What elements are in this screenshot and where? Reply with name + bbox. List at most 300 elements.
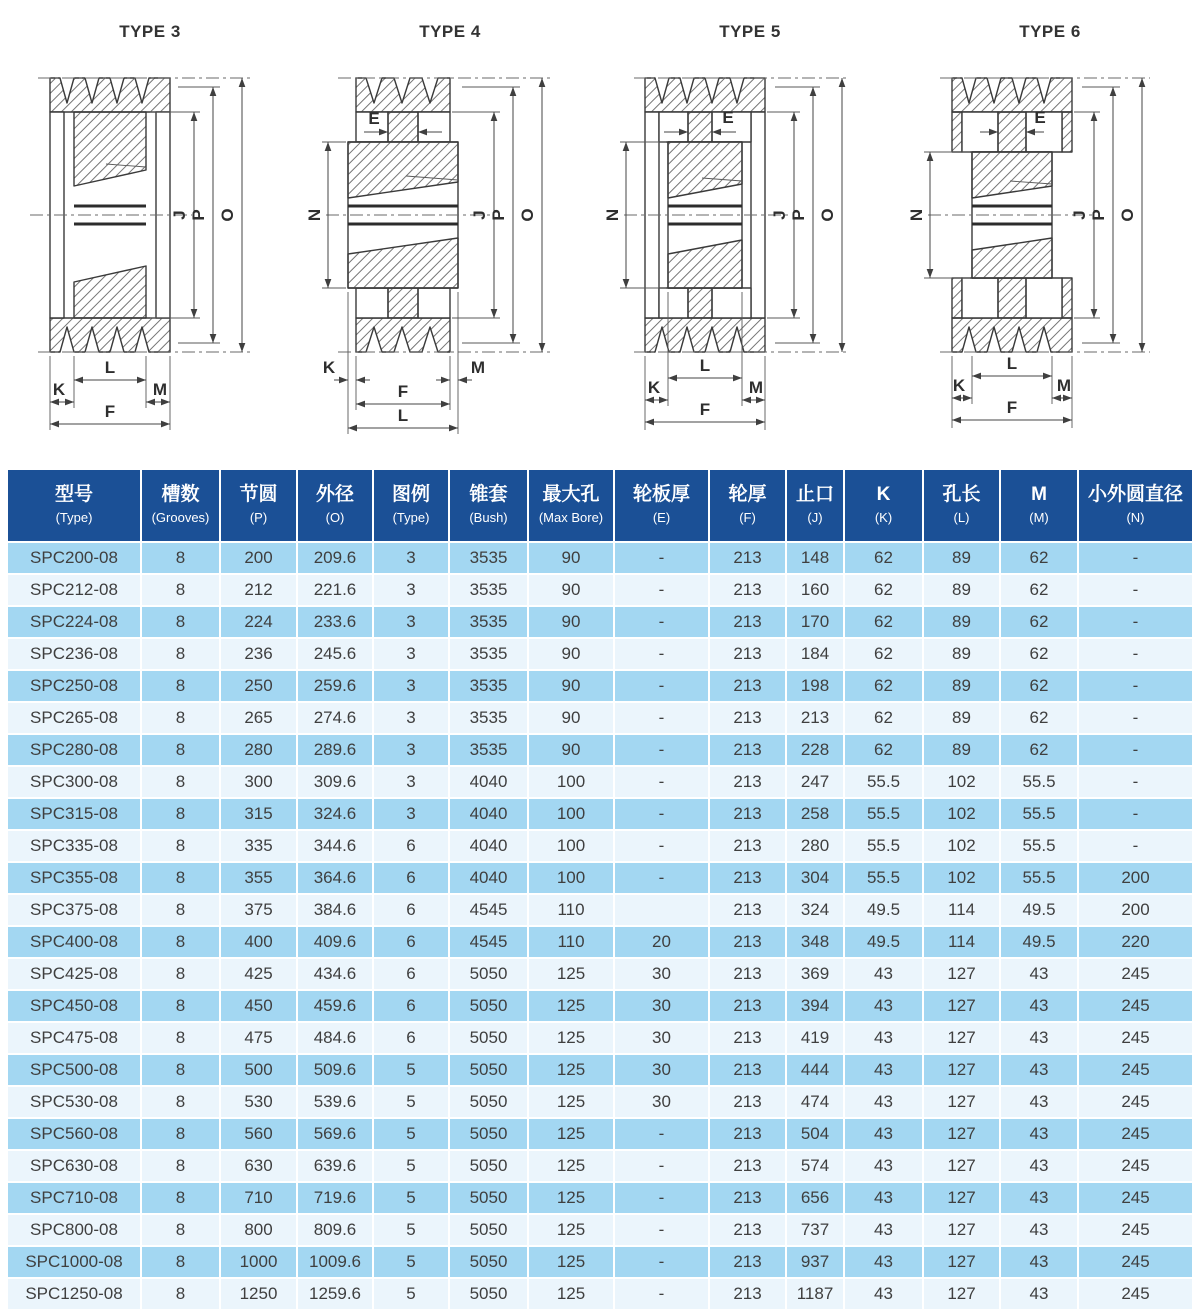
value-cell: 800: [221, 1215, 298, 1247]
column-header-zh: 轮板厚: [632, 484, 690, 505]
column-header-zh: 外径: [315, 484, 354, 505]
value-cell: 213: [710, 1119, 787, 1151]
value-cell: 213: [710, 927, 787, 959]
value-cell: 213: [710, 831, 787, 863]
value-cell: 213: [710, 607, 787, 639]
table-row: [8, 671, 1192, 703]
value-cell: 213: [710, 735, 787, 767]
column-header-zh: 轮厚: [728, 484, 767, 505]
value-cell: 43: [1001, 959, 1079, 991]
model-cell: SPC475-08: [8, 1023, 142, 1055]
value-cell: 719.6: [298, 1183, 374, 1215]
value-cell: 100: [529, 767, 615, 799]
column-header-zh: 图例: [391, 484, 430, 505]
table-row: [8, 959, 1192, 991]
value-cell: 127: [924, 1023, 1001, 1055]
value-cell: 459.6: [298, 991, 374, 1023]
dim-label-l: L: [1006, 354, 1018, 373]
diagram-title: TYPE 6: [1019, 22, 1081, 41]
diagram-title: TYPE 3: [119, 22, 181, 41]
value-cell: 280: [221, 735, 298, 767]
value-cell: 102: [924, 799, 1001, 831]
value-cell: 62: [845, 671, 924, 703]
value-cell: 43: [845, 1247, 924, 1279]
table-row: [8, 543, 1192, 575]
value-cell: 89: [924, 607, 1001, 639]
value-cell: -: [615, 863, 710, 895]
value-cell: 245: [1079, 959, 1192, 991]
value-cell: 148: [787, 543, 845, 575]
value-cell: 8: [142, 1087, 221, 1119]
value-cell: 127: [924, 1087, 1001, 1119]
value-cell: 335: [221, 831, 298, 863]
value-cell: 369: [787, 959, 845, 991]
column-header-en: (P): [249, 510, 268, 525]
table-row: [8, 863, 1192, 895]
value-cell: 324.6: [298, 799, 374, 831]
value-cell: 5: [374, 1183, 450, 1215]
dim-label-l: L: [104, 358, 116, 377]
value-cell: 213: [710, 991, 787, 1023]
dim-label-k: K: [952, 376, 966, 395]
value-cell: -: [1079, 575, 1192, 607]
value-cell: 245: [1079, 1279, 1192, 1311]
value-cell: 8: [142, 1247, 221, 1279]
value-cell: 245: [1079, 991, 1192, 1023]
dim-label-e: E: [1034, 108, 1046, 127]
value-cell: 127: [924, 1183, 1001, 1215]
model-cell: SPC800-08: [8, 1215, 142, 1247]
value-cell: 213: [710, 1023, 787, 1055]
value-cell: 127: [924, 1247, 1001, 1279]
value-cell: 125: [529, 1055, 615, 1087]
dim-label-p: P: [1089, 209, 1108, 221]
value-cell: 90: [529, 639, 615, 671]
value-cell: 6: [374, 991, 450, 1023]
value-cell: 62: [845, 735, 924, 767]
value-cell: 500: [221, 1055, 298, 1087]
value-cell: 213: [710, 1055, 787, 1087]
model-cell: SPC630-08: [8, 1151, 142, 1183]
value-cell: 43: [1001, 1279, 1079, 1311]
column-header-zh: M: [1031, 484, 1047, 505]
value-cell: 3: [374, 671, 450, 703]
value-cell: -: [615, 1183, 710, 1215]
value-cell: 55.5: [1001, 767, 1079, 799]
value-cell: 43: [1001, 1023, 1079, 1055]
value-cell: 62: [1001, 607, 1079, 639]
value-cell: 394: [787, 991, 845, 1023]
model-cell: SPC300-08: [8, 767, 142, 799]
value-cell: 5050: [450, 959, 529, 991]
model-cell: SPC1000-08: [8, 1247, 142, 1279]
value-cell: 89: [924, 671, 1001, 703]
value-cell: 344.6: [298, 831, 374, 863]
value-cell: 90: [529, 607, 615, 639]
table-body: [8, 543, 1192, 1311]
value-cell: 114: [924, 895, 1001, 927]
value-cell: 569.6: [298, 1119, 374, 1151]
value-cell: 30: [615, 1055, 710, 1087]
value-cell: 228: [787, 735, 845, 767]
column-header-zh: 节圆: [239, 484, 278, 505]
value-cell: -: [1079, 639, 1192, 671]
value-cell: 200: [221, 543, 298, 575]
table-row: [8, 639, 1192, 671]
value-cell: 125: [529, 1279, 615, 1311]
column-header: [450, 470, 529, 543]
value-cell: 530: [221, 1087, 298, 1119]
value-cell: 30: [615, 959, 710, 991]
model-cell: SPC335-08: [8, 831, 142, 863]
value-cell: 125: [529, 1087, 615, 1119]
value-cell: 62: [1001, 575, 1079, 607]
value-cell: 127: [924, 1279, 1001, 1311]
model-cell: SPC530-08: [8, 1087, 142, 1119]
value-cell: 114: [924, 927, 1001, 959]
model-cell: SPC400-08: [8, 927, 142, 959]
value-cell: 62: [845, 575, 924, 607]
value-cell: -: [1079, 831, 1192, 863]
value-cell: 5050: [450, 1087, 529, 1119]
value-cell: -: [615, 1119, 710, 1151]
table-row: [8, 1023, 1192, 1055]
value-cell: 809.6: [298, 1215, 374, 1247]
dim-label-o: O: [1118, 208, 1137, 222]
dim-label-n: N: [907, 208, 926, 222]
column-header: [374, 470, 450, 543]
value-cell: 213: [710, 671, 787, 703]
value-cell: 434.6: [298, 959, 374, 991]
value-cell: 30: [615, 1023, 710, 1055]
value-cell: 213: [710, 895, 787, 927]
value-cell: 737: [787, 1215, 845, 1247]
model-cell: SPC200-08: [8, 543, 142, 575]
value-cell: 160: [787, 575, 845, 607]
value-cell: 125: [529, 1023, 615, 1055]
value-cell: 400: [221, 927, 298, 959]
model-cell: SPC355-08: [8, 863, 142, 895]
value-cell: 5050: [450, 1023, 529, 1055]
value-cell: 574: [787, 1151, 845, 1183]
value-cell: -: [615, 1151, 710, 1183]
value-cell: 125: [529, 991, 615, 1023]
value-cell: 200: [1079, 895, 1192, 927]
value-cell: 55.5: [845, 863, 924, 895]
value-cell: 300: [221, 767, 298, 799]
table-row: [8, 575, 1192, 607]
value-cell: 6: [374, 1023, 450, 1055]
value-cell: 90: [529, 735, 615, 767]
value-cell: 409.6: [298, 927, 374, 959]
value-cell: -: [1079, 671, 1192, 703]
value-cell: 710: [221, 1183, 298, 1215]
value-cell: 125: [529, 1119, 615, 1151]
value-cell: 200: [1079, 863, 1192, 895]
value-cell: 43: [845, 1087, 924, 1119]
value-cell: 639.6: [298, 1151, 374, 1183]
model-cell: SPC236-08: [8, 639, 142, 671]
column-header: [298, 470, 374, 543]
value-cell: 8: [142, 639, 221, 671]
value-cell: 5050: [450, 1151, 529, 1183]
value-cell: 102: [924, 831, 1001, 863]
value-cell: 8: [142, 1215, 221, 1247]
value-cell: 213: [710, 799, 787, 831]
table-header: [8, 470, 1192, 543]
value-cell: 245: [1079, 1215, 1192, 1247]
value-cell: 62: [845, 543, 924, 575]
value-cell: -: [615, 1247, 710, 1279]
value-cell: 6: [374, 863, 450, 895]
value-cell: 5050: [450, 1279, 529, 1311]
value-cell: 474: [787, 1087, 845, 1119]
model-cell: SPC315-08: [8, 799, 142, 831]
value-cell: 43: [845, 959, 924, 991]
table-row: [8, 1055, 1192, 1087]
dim-label-o: O: [518, 208, 537, 222]
value-cell: -: [1079, 543, 1192, 575]
value-cell: 539.6: [298, 1087, 374, 1119]
value-cell: -: [1079, 799, 1192, 831]
value-cell: 247: [787, 767, 845, 799]
value-cell: -: [615, 575, 710, 607]
column-header-en: (K): [874, 510, 893, 525]
value-cell: 3: [374, 639, 450, 671]
value-cell: 937: [787, 1247, 845, 1279]
value-cell: 90: [529, 703, 615, 735]
value-cell: 100: [529, 863, 615, 895]
value-cell: 125: [529, 959, 615, 991]
value-cell: 4040: [450, 767, 529, 799]
value-cell: 8: [142, 831, 221, 863]
value-cell: -: [615, 703, 710, 735]
value-cell: -: [615, 831, 710, 863]
value-cell: 3535: [450, 735, 529, 767]
value-cell: 504: [787, 1119, 845, 1151]
column-header-en: (L): [953, 510, 970, 525]
column-header: [710, 470, 787, 543]
value-cell: 8: [142, 1183, 221, 1215]
value-cell: 213: [710, 543, 787, 575]
value-cell: 8: [142, 575, 221, 607]
dim-label-o: O: [218, 208, 237, 222]
value-cell: 8: [142, 1055, 221, 1087]
value-cell: 125: [529, 1215, 615, 1247]
value-cell: 324: [787, 895, 845, 927]
value-cell: 213: [710, 863, 787, 895]
value-cell: 49.5: [845, 927, 924, 959]
value-cell: 89: [924, 639, 1001, 671]
value-cell: 245: [1079, 1151, 1192, 1183]
value-cell: [615, 895, 710, 927]
dim-label-j: J: [1070, 210, 1089, 220]
value-cell: 89: [924, 703, 1001, 735]
value-cell: 110: [529, 927, 615, 959]
dim-label-p: P: [789, 209, 808, 221]
model-cell: SPC212-08: [8, 575, 142, 607]
dim-label-e: E: [368, 109, 380, 128]
value-cell: -: [1079, 607, 1192, 639]
table-row: [8, 607, 1192, 639]
dim-label-f: F: [1006, 398, 1018, 417]
value-cell: 348: [787, 927, 845, 959]
value-cell: 8: [142, 991, 221, 1023]
value-cell: 8: [142, 863, 221, 895]
value-cell: 375: [221, 895, 298, 927]
value-cell: 450: [221, 991, 298, 1023]
value-cell: 3: [374, 703, 450, 735]
value-cell: 315: [221, 799, 298, 831]
value-cell: 55.5: [1001, 799, 1079, 831]
value-cell: 245.6: [298, 639, 374, 671]
value-cell: 224: [221, 607, 298, 639]
value-cell: 55.5: [1001, 831, 1079, 863]
value-cell: 1259.6: [298, 1279, 374, 1311]
pulley-diagram-type-3-drawing: [0, 0, 300, 470]
value-cell: 5050: [450, 991, 529, 1023]
column-header-zh: 型号: [54, 484, 93, 505]
value-cell: 4040: [450, 863, 529, 895]
value-cell: 62: [1001, 703, 1079, 735]
value-cell: 384.6: [298, 895, 374, 927]
dim-label-e: E: [722, 108, 734, 127]
value-cell: 6: [374, 959, 450, 991]
value-cell: 90: [529, 543, 615, 575]
diagram-cell-type-5: [600, 0, 900, 470]
value-cell: 509.6: [298, 1055, 374, 1087]
value-cell: 8: [142, 1023, 221, 1055]
value-cell: 8: [142, 927, 221, 959]
value-cell: 100: [529, 799, 615, 831]
value-cell: 49.5: [1001, 927, 1079, 959]
dim-label-f: F: [397, 382, 409, 401]
value-cell: -: [615, 1279, 710, 1311]
value-cell: 212: [221, 575, 298, 607]
pulley-diagram-type-4-drawing: [300, 0, 600, 470]
value-cell: 419: [787, 1023, 845, 1055]
value-cell: 425: [221, 959, 298, 991]
value-cell: 245: [1079, 1023, 1192, 1055]
value-cell: 364.6: [298, 863, 374, 895]
value-cell: 90: [529, 575, 615, 607]
column-header: [529, 470, 615, 543]
dim-label-n: N: [305, 208, 324, 222]
column-header-zh: 止口: [795, 484, 834, 505]
column-header: [142, 470, 221, 543]
value-cell: 8: [142, 1279, 221, 1311]
value-cell: 5050: [450, 1183, 529, 1215]
dim-label-k: K: [322, 358, 336, 377]
value-cell: 213: [710, 1087, 787, 1119]
table-row: [8, 927, 1192, 959]
dim-label-k: K: [647, 378, 661, 397]
value-cell: 213: [710, 575, 787, 607]
dim-label-p: P: [189, 209, 208, 221]
value-cell: -: [1079, 703, 1192, 735]
value-cell: 5: [374, 1119, 450, 1151]
model-cell: SPC250-08: [8, 671, 142, 703]
value-cell: -: [615, 735, 710, 767]
dim-label-l: L: [699, 356, 711, 375]
value-cell: 62: [1001, 671, 1079, 703]
value-cell: 355: [221, 863, 298, 895]
value-cell: 213: [710, 1151, 787, 1183]
value-cell: 8: [142, 1151, 221, 1183]
value-cell: 89: [924, 575, 1001, 607]
column-header: [787, 470, 845, 543]
value-cell: 245: [1079, 1119, 1192, 1151]
value-cell: 43: [845, 1119, 924, 1151]
model-cell: SPC1250-08: [8, 1279, 142, 1311]
column-header: [8, 470, 142, 543]
diagram-cell-type-4: [300, 0, 600, 470]
value-cell: 43: [845, 1183, 924, 1215]
value-cell: 209.6: [298, 543, 374, 575]
value-cell: 90: [529, 671, 615, 703]
value-cell: 3: [374, 799, 450, 831]
column-header-en: (J): [807, 510, 823, 525]
value-cell: 3535: [450, 575, 529, 607]
value-cell: 245: [1079, 1087, 1192, 1119]
value-cell: 43: [845, 1151, 924, 1183]
value-cell: 62: [1001, 543, 1079, 575]
column-header-zh: 小外圆直径: [1087, 484, 1183, 505]
value-cell: 89: [924, 735, 1001, 767]
value-cell: 127: [924, 1151, 1001, 1183]
diagram-cell-type-6: [900, 0, 1200, 470]
value-cell: 43: [845, 1279, 924, 1311]
value-cell: 127: [924, 1119, 1001, 1151]
value-cell: 8: [142, 671, 221, 703]
table-row: [8, 1087, 1192, 1119]
value-cell: 62: [845, 607, 924, 639]
value-cell: 245: [1079, 1055, 1192, 1087]
value-cell: 43: [1001, 1247, 1079, 1279]
value-cell: 49.5: [1001, 895, 1079, 927]
table-row: [8, 1279, 1192, 1311]
value-cell: 49.5: [845, 895, 924, 927]
dim-label-m: M: [470, 358, 486, 377]
value-cell: 213: [710, 1247, 787, 1279]
value-cell: 289.6: [298, 735, 374, 767]
value-cell: 127: [924, 1215, 1001, 1247]
value-cell: 8: [142, 543, 221, 575]
table-row: [8, 1183, 1192, 1215]
model-cell: SPC375-08: [8, 895, 142, 927]
value-cell: 656: [787, 1183, 845, 1215]
value-cell: 3: [374, 767, 450, 799]
value-cell: 125: [529, 1183, 615, 1215]
dim-label-p: P: [489, 209, 508, 221]
value-cell: 304: [787, 863, 845, 895]
value-cell: 5: [374, 1215, 450, 1247]
value-cell: 3: [374, 607, 450, 639]
value-cell: 198: [787, 671, 845, 703]
value-cell: -: [1079, 767, 1192, 799]
column-header: [845, 470, 924, 543]
value-cell: 30: [615, 991, 710, 1023]
column-header-en: (E): [652, 510, 671, 525]
value-cell: 43: [845, 1023, 924, 1055]
column-header-en: (M): [1029, 510, 1049, 525]
value-cell: 8: [142, 799, 221, 831]
value-cell: 8: [142, 959, 221, 991]
dim-label-n: N: [603, 208, 622, 222]
value-cell: 250: [221, 671, 298, 703]
value-cell: 43: [845, 1215, 924, 1247]
value-cell: 213: [710, 1183, 787, 1215]
